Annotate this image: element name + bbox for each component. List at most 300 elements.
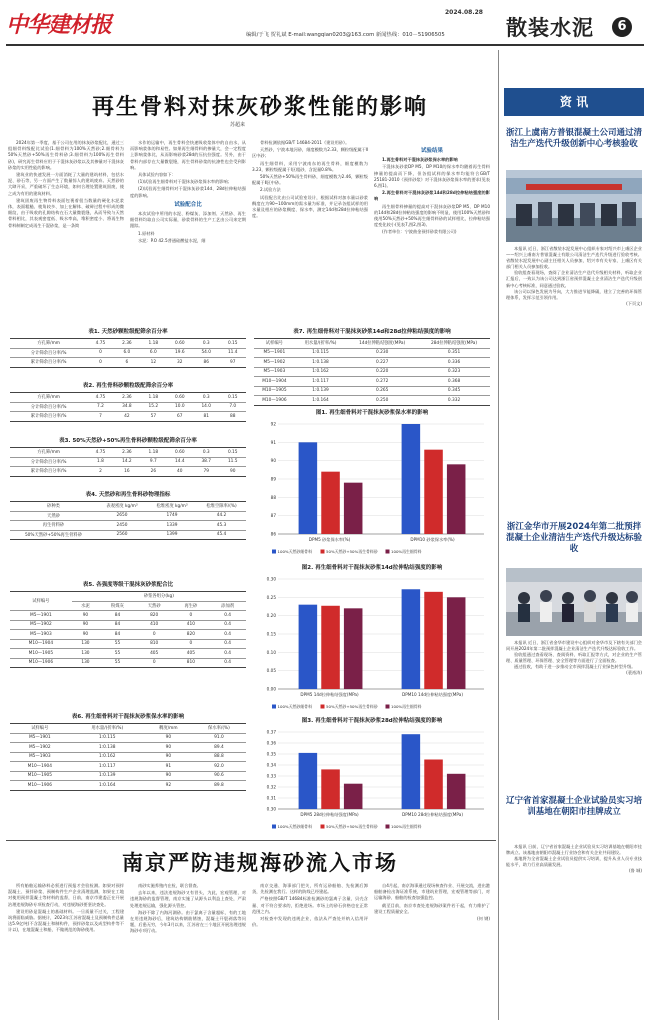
table-cell: 0.4 — [209, 620, 246, 630]
table-cell: 57 — [140, 412, 166, 422]
x-tick-label: DPM10 14d拉伸粘结强度(MPa) — [402, 692, 463, 697]
table-cell: 14.4 — [167, 457, 193, 467]
page-number: 6 — [617, 19, 627, 34]
table-cell: 0.4 — [209, 611, 246, 621]
table-cell: 91.0 — [192, 733, 246, 743]
y-tick-label: 88 — [270, 494, 276, 500]
table-cell: 410 — [173, 620, 210, 630]
table-cell: 405 — [173, 649, 210, 659]
table-cell: 97 — [219, 358, 246, 368]
editor-line: 编辑/于飞 贺礼斌 E-mail:wangqian0203@163.com 新闻热线：010－51906505 — [246, 32, 445, 38]
table-cell: 1:0.117 — [295, 377, 346, 387]
legend-swatch — [386, 825, 390, 829]
y-tick-label: 0.33 — [266, 773, 276, 779]
table-cell: 试样编号 — [10, 592, 72, 611]
y-tick-label: 0.30 — [266, 576, 276, 582]
table-row — [10, 620, 246, 630]
table-row — [10, 724, 246, 734]
table-cell: 26 — [140, 467, 166, 477]
news1-body: 本报讯 近日，浙江省散装水泥发展中心组织专家对绍兴市上虞区企业——绍兴上虞南方普银混凝土有限公司清洁生产迭代升级进行验收考核。省散装水泥发展中心副主任相关人员参加，绍兴市有关专家、上虞区有关部门相关人员参加验收。 验收组查看现场，查阅了企业清洁生产迭代升级相关材料，听取企业汇报后，一致认为该公司达到浙江省预拌混凝土企业清洁生产迭代升级创新中心考核标准，同意通过验收。 该公司以绿色发展为导向，大力推进节能降碳，建立了完善的环保管理体系，发挥示范引领作用。 (下页文) — [506, 246, 642, 306]
table-row — [10, 743, 246, 753]
table-cell: 再生骨料砂 — [10, 521, 97, 531]
table-cell: 天然砂 — [136, 601, 173, 611]
table-row — [10, 630, 246, 640]
table-cell: 表观密度 kg/m³ — [97, 502, 147, 512]
table-cell: M10—1904 — [10, 639, 72, 649]
article2-title: 南京严防违规海砂流入市场 — [122, 851, 398, 875]
table-cell: 0.323 — [418, 367, 490, 377]
table-cell: 添加剂 — [209, 601, 246, 611]
news2-photo — [506, 568, 642, 636]
table-cell: 810 — [173, 658, 210, 668]
table-cell: 0.4 — [209, 658, 246, 668]
table-cell: M10—1905 — [254, 386, 295, 396]
bar — [447, 597, 466, 689]
bar — [402, 734, 421, 809]
table-cell: 1.18 — [140, 339, 166, 349]
table-cell: 38.7 — [193, 457, 219, 467]
table-cell: M5—1901 — [10, 733, 70, 743]
issue-date: 2024.08.28 — [445, 9, 483, 16]
table-header-row — [10, 592, 246, 602]
table-cell: 2450 — [97, 521, 147, 531]
table-cell: 0.60 — [167, 448, 193, 458]
table-cell: 1:0.138 — [295, 358, 346, 368]
news2-headline: 浙江金华市开展2024年第二批预拌混凝土企业清洁生产迭代升级达标验收 — [506, 522, 643, 554]
bar — [321, 606, 340, 689]
table-cell: 砂浆各组分(kg) — [72, 592, 246, 602]
table-cell: 0.3 — [193, 393, 219, 403]
table5-title: 表5. 各强度等级干混抹灰砂浆配合比 — [82, 582, 174, 588]
table-cell: M10—1906 — [10, 781, 70, 791]
table-cell: 84 — [99, 611, 136, 621]
legend-swatch — [272, 705, 276, 709]
bar — [344, 608, 363, 689]
table-cell: M5—1901 — [254, 348, 295, 358]
table-cell: 10.0 — [167, 402, 193, 412]
table-cell: 820 — [173, 630, 210, 640]
table-row — [10, 467, 246, 477]
table2 — [10, 392, 246, 422]
article1-author: 苏超来 — [230, 122, 246, 128]
table-cell: 89.8 — [192, 781, 246, 791]
table-cell: 55 — [99, 649, 136, 659]
table-cell: 松堆密度 kg/m³ — [147, 502, 197, 512]
bar — [299, 753, 318, 809]
x-tick-label: DPM5 28d拉伸粘结强度(MPa) — [300, 812, 359, 817]
table-cell: 粉煤灰 — [99, 601, 136, 611]
table-cell: 0 — [136, 658, 173, 668]
y-tick-label: 0.30 — [266, 806, 276, 812]
table-cell: 84 — [99, 620, 136, 630]
table-cell: 84 — [99, 630, 136, 640]
table-cell: 14d拉伸粘结强度(MPa) — [346, 339, 418, 349]
article1-col3: 骨料检测依据GB/T 14684-2011《建设用砂》。 天然砂，宁波本地河砂，细度模数为2.33，颗粒级配属于Ⅱ区中砂； 再生细骨料，采用宁波南东的再生骨料，细度模数为3.23，颗粒级配属于Ⅰ区粗砂，含泥量0.8%。 50%天然砂+50%再生骨料砂，细度模数为2.46，颗粒级配属于Ⅱ区中砂。 2.试验方法 试验配合比由公司试验室设计，根据试样对加水量以砂浆稠度在为90~100mm的需水量为标准，并记录各组试样的用水量及相应的砂浆稠度、保水率，测定14d和28d拉伸粘结强度。 — [252, 140, 368, 219]
table6 — [10, 723, 246, 791]
bar — [344, 784, 363, 809]
table-cell: 54.0 — [193, 348, 219, 358]
legend-swatch — [321, 825, 325, 829]
chart3 — [254, 726, 490, 831]
table-cell: 累计筛余百分率/% — [10, 412, 87, 422]
table-cell: 0.3 — [193, 448, 219, 458]
table-cell: 用水量/(折率/%) — [70, 724, 145, 734]
table-cell: 0 — [87, 348, 113, 358]
table-cell: 34.8 — [114, 402, 140, 412]
table-row — [10, 393, 246, 403]
table-row — [254, 377, 490, 387]
table-cell: M10—1906 — [10, 658, 72, 668]
table-cell: 0.345 — [418, 386, 490, 396]
table-row — [10, 348, 246, 358]
legend-label: 100%再生细骨料 — [391, 549, 422, 554]
table-cell: 90 — [72, 620, 99, 630]
table-cell: 81 — [193, 412, 219, 422]
table-cell: 6 — [114, 358, 140, 368]
article1-title: 再生骨料对抹灰砂浆性能的影响 — [91, 95, 428, 120]
table-row — [10, 733, 246, 743]
table-row — [254, 396, 490, 406]
table-cell: 0.3 — [193, 339, 219, 349]
y-tick-label: 90 — [270, 458, 276, 464]
table-cell: 0 — [173, 611, 210, 621]
y-tick-label: 92 — [270, 421, 276, 427]
table-row — [10, 448, 246, 458]
table6-title: 表6. 再生细骨料对干混抹灰砂浆保水率的影响 — [71, 714, 185, 720]
legend-swatch — [272, 825, 276, 829]
legend-label: 100%天然砂细骨料 — [277, 549, 312, 554]
legend-swatch — [321, 550, 325, 554]
table-cell: 1:0.162 — [295, 367, 346, 377]
table-cell: 90.6 — [192, 771, 246, 781]
chart2-title: 图2. 再生细骨料对干混抹灰砂浆14d拉伸粘结强度的影响 — [301, 565, 443, 571]
table-row — [10, 502, 246, 512]
section-heading: 试验结果 — [420, 148, 443, 154]
table-cell: 2.36 — [114, 339, 140, 349]
masthead — [0, 0, 650, 48]
article1-col1: 2024年第一季度，基于公司在用的抹灰砂浆配比，通过三组细骨料级配比试验(1.细骨料为100%天然砂;2.细骨料为50%天然砂+50%再生骨料砂;3.细骨料为100%再生骨料砂)，研究再生骨料应用于干混抹灰砂浆以及其掺量对干混抹灰砂浆的实用性能的影响。 建筑业的快速发展一方面消耗了大量的建筑材料，包括水泥、砂石等，另一方面产生了数量惊人的建筑废弃。天然砂的大肆开采，严重破坏了生态环境，如何合理处置建筑固废，使之成为有用的建筑材料。 建筑固废再生物骨料表面包裹着很当数量的硬化水泥浆体，表面粗糙、棱角较多、加上在解体、破碎过程中形成的微细纹，由于吸收的孔隙结构在石大量微裂缝，从而导致与天然骨料相比，其表观密度低、吸水率高，堆积密度小、将再生物骨料制制定成再生干混砂浆，是一条简 — [8, 140, 124, 228]
table-cell: 1:0.115 — [70, 733, 145, 743]
y-tick-label: 0.05 — [266, 668, 276, 674]
table-cell: 分计筛余百分率/% — [10, 457, 87, 467]
table-cell: 2560 — [97, 530, 147, 540]
table-cell: 42 — [114, 412, 140, 422]
table-cell: 1:0.164 — [295, 396, 346, 406]
table-cell: 方孔筛/mm — [10, 393, 87, 403]
table-cell: 0.351 — [418, 348, 490, 358]
table-cell: 稠度/mm — [145, 724, 192, 734]
table-cell: 79 — [193, 467, 219, 477]
legend-swatch — [386, 550, 390, 554]
newspaper-logo: 中华建材报 — [6, 12, 112, 38]
table-cell: 砂种类 — [10, 502, 97, 512]
table-row — [10, 412, 246, 422]
table-cell: 55 — [99, 658, 136, 668]
table-cell: 130 — [72, 639, 99, 649]
table-cell: 90 — [145, 743, 192, 753]
table-cell: 50%天然砂+50%再生骨料砂 — [10, 530, 97, 540]
table-cell: M5—1903 — [10, 752, 70, 762]
table-cell: 45.3 — [197, 521, 246, 531]
table-cell: 9.7 — [140, 457, 166, 467]
bar — [424, 760, 443, 810]
article1-col4: 试验结果 1.再生骨料对干混抹灰砂浆保水率的影响 干混抹灰砂浆DP M5、DP M10的保水率均随着再生骨料掺量的提高而下降，但各组试样的保水率均能符合GB/T 25181-2010《预拌砂浆》对干混抹灰砂浆保水率的要求(见表6,图1)。 2.再生骨料对干混抹灰砂浆14d和28d拉伸粘结强度的影响 再生细骨料掺量的提高对干混抹灰砂浆DP M5、DP M10的14d和28d拉伸粘结强度的影响不明显，使用100%天然砂和使用50%天然砂+50%再生细骨料砂的试样相比，拉伸粘结强度变化较小(见表7,图2,图3)。 (作者单位：宁波曲金预拌砂浆有限公司) — [374, 148, 490, 235]
table-cell: M5—1902 — [10, 620, 72, 630]
table2-title: 表2. 再生骨料砂颗粒级配筛余百分率 — [82, 383, 174, 389]
legend-label: 50%天然砂+50%再生骨料砂 — [326, 549, 378, 554]
table-cell: 6.0 — [140, 348, 166, 358]
table-cell: 0.4 — [209, 639, 246, 649]
table-row — [10, 358, 246, 368]
table-cell: 44.2 — [197, 511, 246, 521]
table-cell: 410 — [136, 620, 173, 630]
table-cell: M5—1902 — [10, 743, 70, 753]
y-tick-label: 91 — [270, 439, 276, 445]
table-cell: 2 — [87, 467, 113, 477]
table-cell: 分计筛余百分率/% — [10, 348, 87, 358]
table-cell: 16 — [114, 467, 140, 477]
table-cell: M10—1906 — [254, 396, 295, 406]
y-tick-label: 0.25 — [266, 594, 276, 600]
y-tick-label: 0.35 — [266, 751, 276, 757]
bar — [424, 592, 443, 689]
table-row — [254, 339, 490, 349]
section-title: 散装水泥 — [506, 16, 594, 40]
table-cell: 松堆空隙率/(%) — [197, 502, 246, 512]
legend-label: 100%天然砂细骨料 — [277, 704, 312, 709]
table-cell: 2.36 — [114, 448, 140, 458]
table7-title: 表7. 再生细骨料对干混抹灰砂浆14d和28d拉伸粘结强度的影响 — [293, 329, 451, 335]
table-row — [254, 358, 490, 368]
news1-photo — [506, 170, 642, 242]
table-cell: 用水量/(折率/%) — [295, 339, 346, 349]
table-cell: 40 — [167, 467, 193, 477]
article2-col1: 所有船舶运输砂料必须进行预报才会验检测。如果对预拌混凝土、预拌砂浆、预制构件生产企业清理监测，如果在工地对使用预拌混凝土等材料的监督，日前，南京市建委正在开展治理违规海砂专项检查行动，对违规海砂要坚决查处。 建设用砂是混凝土的基础材料。一旦质量不过关，工程建筑将面临威胁。据统计，2023年江苏省混凝土及预制构件总量达5.9亿吨(不含混凝土和制构件，预拌砂浆以及成型构件等不计以)，在地混凝土和船，不做规范的海砂使用。 — [8, 883, 124, 933]
table-cell: 水泥 — [72, 601, 99, 611]
table-cell: 0.4 — [209, 649, 246, 659]
table-cell: 再生砂 — [173, 601, 210, 611]
bar — [447, 464, 466, 534]
bar — [321, 769, 340, 809]
table-cell: 累计筛余百分率/% — [10, 358, 87, 368]
table-row — [254, 348, 490, 358]
table-cell: 1:0.138 — [70, 743, 145, 753]
table-cell: 保水率/(%) — [192, 724, 246, 734]
table-row — [10, 781, 246, 791]
bar — [299, 442, 318, 534]
table-cell: M10—1904 — [10, 762, 70, 772]
table-cell: 91 — [145, 762, 192, 772]
table-cell: 90 — [145, 733, 192, 743]
y-tick-label: 0.10 — [266, 649, 276, 655]
table-cell: 0 — [136, 630, 173, 640]
table-cell: 0.332 — [418, 396, 490, 406]
table-row — [10, 457, 246, 467]
y-tick-label: 89 — [270, 476, 276, 482]
table-cell: 86 — [193, 358, 219, 368]
table-cell: 90 — [219, 467, 246, 477]
table-cell: M10—1905 — [10, 771, 70, 781]
table-cell: 0.227 — [346, 358, 418, 368]
x-tick-label: DPM10 28d拉伸粘结强度(MPa) — [402, 812, 463, 817]
sidebar-header-label: 资 讯 — [559, 95, 589, 109]
bar — [447, 774, 466, 809]
table-cell: 1399 — [147, 530, 197, 540]
masthead-rule — [6, 44, 644, 46]
table-cell: 0.4 — [209, 630, 246, 640]
table-cell: 90 — [72, 611, 99, 621]
table-cell: M5—1901 — [10, 611, 72, 621]
table-row — [10, 752, 246, 762]
table-cell: 405 — [136, 649, 173, 659]
bar — [402, 589, 421, 689]
table-cell: 92 — [145, 781, 192, 791]
chart2 — [254, 573, 490, 711]
news1-headline: 浙江上虞南方普银混凝土公司通过清洁生产迭代升级创新中心考核验收 — [506, 128, 643, 149]
table-cell: 19.6 — [167, 348, 193, 358]
table-cell: 分计筛余百分率/% — [10, 402, 87, 412]
table-cell: 92.0 — [192, 762, 246, 772]
table-row — [10, 402, 246, 412]
y-tick-label: 87 — [270, 513, 276, 519]
chart1-title: 图1. 再生细骨料对干混抹灰砂浆保水率的影响 — [315, 410, 429, 416]
table-cell: 试样编号 — [254, 339, 295, 349]
table1 — [10, 338, 246, 368]
bar — [321, 472, 340, 534]
table-cell: 88 — [219, 412, 246, 422]
table-cell: 90 — [72, 630, 99, 640]
table-cell: 1:0.139 — [70, 771, 145, 781]
table-row — [10, 611, 246, 621]
table-row — [10, 649, 246, 659]
table-cell: 2650 — [97, 511, 147, 521]
bar — [424, 450, 443, 534]
table1-title: 表1. 天然砂颗粒级配筛余百分率 — [88, 329, 168, 335]
table-cell: 4.75 — [87, 448, 113, 458]
table-row — [254, 386, 490, 396]
table-cell: 11.4 — [219, 348, 246, 358]
table4-title: 表4. 天然砂和再生骨料砂物理指标 — [85, 492, 171, 498]
sidebar-header — [504, 88, 644, 116]
table-cell: 15.2 — [140, 402, 166, 412]
table-row — [10, 639, 246, 649]
y-tick-label: 0.37 — [266, 729, 276, 735]
article2-col4: 自4月起，南京海事通过现场核查作业、开展交流，进出港船舶备检出海证准系统，市建筑业管理，宏观管理等部门，对运输海砂、船舶的检查加强监控。 截至目前，南京市查处违规海砂案件若干起，有力维护了建设工程质量安全。 (何 钢) — [374, 883, 490, 922]
y-tick-label: 0.20 — [266, 613, 276, 619]
table-cell: 4.75 — [87, 339, 113, 349]
table-cell: 0.336 — [418, 358, 490, 368]
table-cell: 45.4 — [197, 530, 246, 540]
table-cell: 1:0.139 — [295, 386, 346, 396]
table-cell: 试样编号 — [10, 724, 70, 734]
news3-headline: 辽宁省首家混凝土企业试验员实习培训基地在朝阳市挂牌成立 — [506, 796, 643, 817]
table-cell: M5—1903 — [10, 630, 72, 640]
table7 — [254, 338, 490, 406]
table-cell: 810 — [136, 639, 173, 649]
table-cell: 方孔筛/mm — [10, 448, 87, 458]
table-row — [10, 771, 246, 781]
table-cell: 7.2 — [87, 402, 113, 412]
table-cell: 1.18 — [140, 448, 166, 458]
table-row — [10, 511, 246, 521]
table-cell: M5—1903 — [254, 367, 295, 377]
table-cell: 130 — [72, 658, 99, 668]
table4 — [10, 501, 246, 540]
table-cell: 1749 — [147, 511, 197, 521]
table-row — [10, 762, 246, 772]
news2-body: 本报讯 近日，浙江省金华市建设中心组织对金华市及下辖有关部门会同开展2024年第二批预拌混凝土企业清洁生产迭代升级达标验收工作。 验收组通过查看现场、查阅资料、听取汇报等方式，对企业的生产管理、质量管理、环保管理、安全管理等方面进行了全面检查。 通过验收，有助于进一步推动全市预拌混凝土行业绿色转型升级。 (裴裕涛) — [506, 640, 642, 676]
table-row — [10, 339, 246, 349]
table-cell: 2.36 — [114, 393, 140, 403]
legend-label: 100%天然砂细骨料 — [277, 824, 312, 829]
table-cell: 0.60 — [167, 393, 193, 403]
table-row — [10, 658, 246, 668]
table-cell: M5—1902 — [254, 358, 295, 368]
table-cell: 1339 — [147, 521, 197, 531]
table-cell: 14.2 — [114, 457, 140, 467]
bar — [299, 605, 318, 689]
table-cell: 1:0.162 — [70, 752, 145, 762]
legend-label: 100%再生细骨料 — [391, 704, 422, 709]
table-cell: 1.8 — [87, 457, 113, 467]
table-cell: 28d拉伸粘结强度(MPa) — [418, 339, 490, 349]
table-row — [10, 521, 246, 531]
y-tick-label: 0.32 — [266, 784, 276, 790]
table-cell: 1.18 — [140, 393, 166, 403]
table-cell: 0.250 — [346, 396, 418, 406]
table-cell: 130 — [72, 649, 99, 659]
table-cell: 方孔筛/mm — [10, 339, 87, 349]
table-cell: 6.0 — [114, 348, 140, 358]
table-cell: 0.368 — [418, 377, 490, 387]
chart1 — [254, 418, 490, 556]
table-cell: 0.15 — [219, 448, 246, 458]
legend-label: 50%天然砂+50%再生骨料砂 — [326, 824, 378, 829]
news3-body: 本报讯 日前，辽宁省首家混凝土企业试验员实习培训基地在朝阳市挂牌成立。该基地由朝阳市混凝土行业协会和有关企业共同建设。 基地将为全省混凝土企业试验员提供实习培训，提升从业人员专业技能水平，助力行业高质量发展。 (鲁 城) — [506, 844, 642, 874]
table-cell: 67 — [167, 412, 193, 422]
sidebar-divider — [498, 50, 499, 1020]
table5 — [10, 591, 246, 668]
article1-col2: 水作的运输中，再生骨料会快速吸收浆体中的自由水，从而影响浆体的和易性。如果再生细骨料的掺量大，会一定程度上影响浆体比，从而影响砂浆28d的压抗拉强度。另外，由于骨料内部存在大量微裂缝，再生骨料砂浆的抗渗性也会受到影响。 具体试验内容如下： (1)试验再生细骨料对干混抹灰砂浆保水率的影响； (2)试验再生细骨料对干混抹灰砂浆14d、28d拉伸粘结强度的影响。 试验配合比 本次试验中所用的水泥、粉煤灰、添加剂、天然砂、再生细骨料均取自公司实际量，砂浆骨料的生产工艺由公司来定期跟踪。 1.原材料 水泥：P.O 42.5普通硅酸盐水泥，细 — [130, 140, 246, 243]
x-tick-label: DPM5 砂浆保水率(%) — [308, 537, 351, 542]
table-cell: 0.220 — [346, 367, 418, 377]
table-cell: 14.0 — [193, 402, 219, 412]
y-tick-label: 0.34 — [266, 762, 276, 768]
table-cell: 0.272 — [346, 377, 418, 387]
table-cell: 90 — [145, 752, 192, 762]
table-cell: 55 — [99, 639, 136, 649]
table-cell: 7 — [87, 412, 113, 422]
table-cell: M10—1904 — [254, 377, 295, 387]
table-cell: 0.60 — [167, 339, 193, 349]
article2-col3: 南京交通、海事部门把关，所有运砂船舶、先检测后卸货，先检测在我行。这样的防线已经建起。 严格按照GB/T 14684标准检测砂的氯离子含量、贝壳含量、对不符合要求的，拒绝进场。市场上的砂石价格也在正常范围之内。 对检查中发现的违规企业，依法从严查处并纳入信用评价。 — [252, 883, 368, 928]
legend-swatch — [321, 705, 325, 709]
legend-label: 50%天然砂+50%再生骨料砂 — [326, 704, 378, 709]
table-cell: 0 — [87, 358, 113, 368]
bar — [344, 483, 363, 534]
x-tick-label: DPM5 14d拉伸粘结强度(MPa) — [300, 692, 359, 697]
table-cell: 7.0 — [219, 402, 246, 412]
table-cell: 1:0.117 — [70, 762, 145, 772]
table-cell: 累计筛余百分率/% — [10, 467, 87, 477]
table-cell: 820 — [136, 611, 173, 621]
table-cell: 88.8 — [192, 752, 246, 762]
table-cell: 1:0.115 — [295, 348, 346, 358]
legend-swatch — [386, 705, 390, 709]
table3 — [10, 447, 246, 477]
bar — [402, 424, 421, 534]
table-cell: 32 — [167, 358, 193, 368]
